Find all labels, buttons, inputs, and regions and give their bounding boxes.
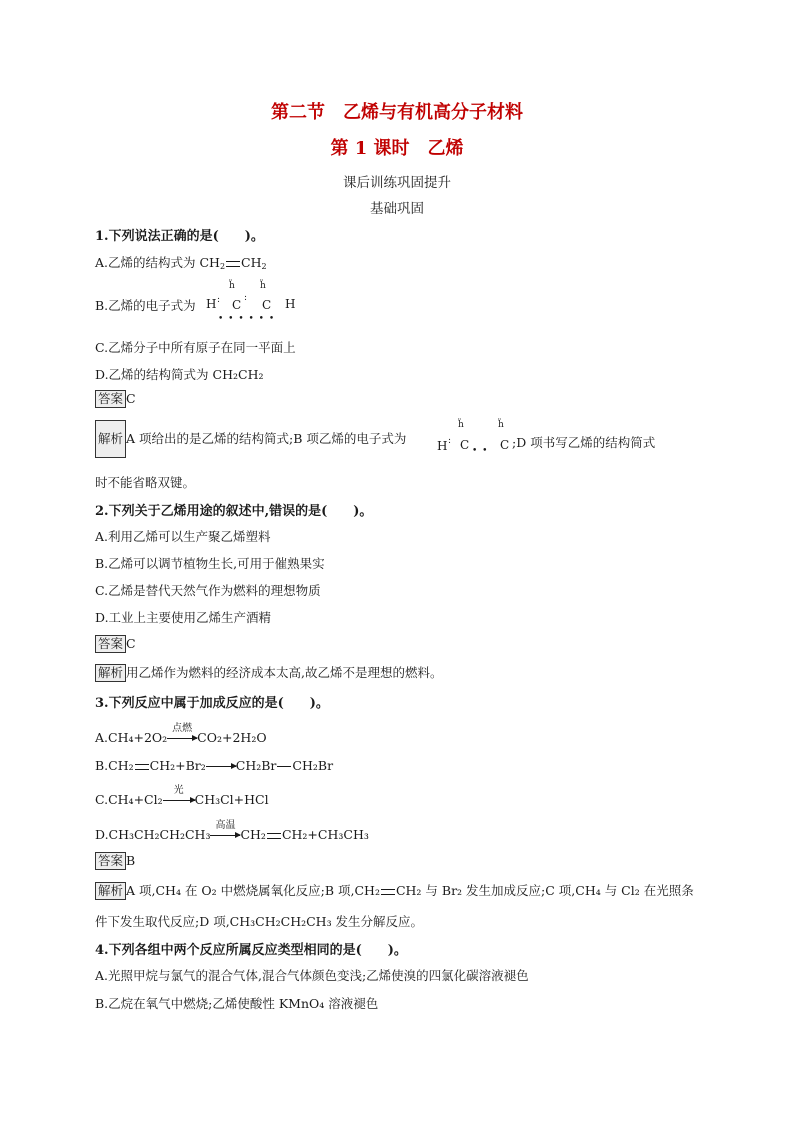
analysis-label: 解析 [95,664,126,682]
q3-option-c: C.CH₄+Cl₂ 光 CH₃Cl+HCl [95,785,269,807]
answer-label: 答案 [95,390,126,408]
q2-option-d: D.工业上主要使用乙烯生产酒精 [95,610,272,625]
double-bond-icon [381,889,395,895]
single-bond-icon [277,766,291,767]
q2-analysis: 解析 用乙烯作为燃料的经济成本太高,故乙烯不是理想的燃料。 [95,663,443,682]
level-heading: 基础巩固 [370,201,424,217]
q2-stem: 2.下列关于乙烯用途的叙述中,错误的是( )。 [95,504,373,519]
q3-option-a: A.CH₄+2O₂ 点燃 CO₂+2H₂O [95,723,267,745]
q3-stem: 3.下列反应中属于加成反应的是( )。 [95,696,329,711]
electron-dots-icon: : [244,293,249,303]
atom-c-left: C [460,438,470,452]
atom-h-left: H [437,439,448,453]
q1-stem: 1.下列说法正确的是( )。 [95,229,264,244]
electron-dots-icon: : [217,295,222,305]
q3-analysis: 解析 A 项,CH₄ 在 O₂ 中燃烧属氧化反应;B 项,CH₂ CH₂ 与 Br₂ 发生加成反应;C 项,CH₄ 与 Cl₂ 在光照条 [95,881,694,900]
q3-option-d: D.CH₃CH₂CH₂CH₃ 高温 CH₂ CH₂+CH₃CH₃ [95,820,369,842]
electron-dots-icon: • • [472,446,489,456]
double-bond-icon [267,833,281,839]
electron-dots-icon: ḧ [498,420,505,430]
q1-answer: 答案 C [95,390,136,408]
electron-dots-icon: • • • • • • [218,314,276,324]
q1-option-b: B.乙烯的电子式为 [95,298,196,313]
q4-stem: 4.下列各组中两个反应所属反应类型相同的是( )。 [95,943,407,958]
double-bond-icon [226,261,240,267]
atom-c-right: C [500,438,510,452]
atom-c-left: C [232,298,242,312]
q2-answer: 答案 C [95,635,136,653]
electron-dots-icon: ḧ [229,281,236,291]
analysis-label: 解析 [95,420,126,458]
reaction-arrow-icon: 高温 [210,827,240,842]
electron-dots-icon: : [448,436,453,446]
q1-analysis-cont: ;D 项书写乙烯的结构简式 [512,435,656,450]
q4-option-a: A.光照甲烷与氯气的混合气体,混合气体颜色变浅;乙烯使溴的四氯化碳溶液褪色 [95,968,529,983]
lesson-title: 第 1 课时 乙烯 [330,138,464,159]
reaction-arrow-icon: 点燃 [167,730,197,745]
answer-label: 答案 [95,635,126,653]
q1-analysis-line2: 时不能省略双键。 [95,475,196,490]
q1-option-c: C.乙烯分子中所有原子在同一平面上 [95,340,296,355]
atom-c-right: C [262,298,272,312]
q1-option-a: A.乙烯的结构式为 $CH_2$ $CH_2$ [95,255,267,271]
answer-label: 答案 [95,852,126,870]
analysis-label: 解析 [95,882,126,900]
q2-option-a: A.利用乙烯可以生产聚乙烯塑料 [95,529,271,544]
electron-dots-icon: ḧ [260,281,267,291]
reaction-arrow-icon [206,758,236,773]
q1-analysis: 解析 A 项给出的是乙烯的结构简式;B 项乙烯的电子式为 [95,420,406,458]
q3-option-b: B.CH₂ CH₂+Br₂ CH₂Br CH₂Br [95,758,334,773]
q3-analysis-line2: 件下发生取代反应;D 项,CH₃CH₂CH₂CH₃ 发生分解反应。 [95,914,424,929]
atom-h-right: H [285,297,296,311]
q2-option-b: B.乙烯可以调节植物生长,可用于催熟果实 [95,556,325,571]
reaction-arrow-icon: 光 [163,792,195,807]
section-title: 第二节 乙烯与有机高分子材料 [271,102,523,123]
q2-option-c: C.乙烯是替代天然气作为燃料的理想物质 [95,583,321,598]
electron-dots-icon: ḧ [458,420,465,430]
q4-option-b: B.乙烷在氧气中燃烧;乙烯使酸性 KMnO₄ 溶液褪色 [95,996,379,1011]
double-bond-icon [135,764,149,770]
q3-answer: 答案 B [95,852,135,870]
atom-h-left: H [206,297,217,311]
q1-option-d: D.乙烯的结构简式为 CH₂CH₂ [95,367,264,382]
page-subtitle: 课后训练巩固提升 [343,175,451,191]
